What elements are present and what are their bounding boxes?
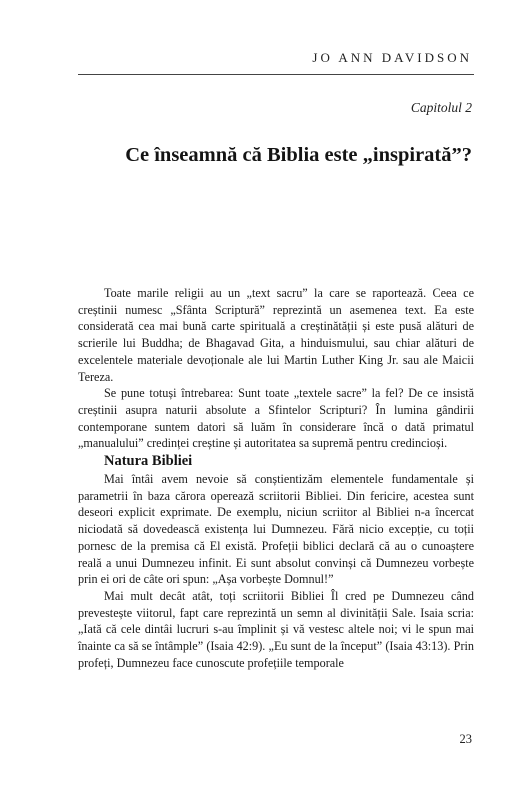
- paragraph: Mai întâi avem nevoie să conștientizăm elementele fundamentale și parametrii în baza cărora operează scriitorii Bibliei. Din fericire, acestea sunt deseori explicit exprimate. De exemplu, niciun scriitor al Bibliei n-a încercat niciodată să dovedească existența lui Dumnezeu. Fără nicio excepție, cu toții pornesc de la premisa că El există. Profeții biblici declară că au o cunoaștere reală a unui Dumnezeu infinit. Ei sunt absolut convinși că Dumnezeu vorbește prin ei ori de câte ori spun: „Așa vorbește Domnul!”: [78, 472, 474, 587]
- paragraph: Se pune totuși întrebarea: Sunt toate „textele sacre” la fel? De ce insistă creștinii asupra naturii absolute a Sfintelor Scripturi? În lumina gândirii contemporane suntem datori să luăm în considerare încă o dată primatul „manualului” credinței creștine și autoritatea sa supremă pentru credincioși.: [78, 386, 474, 451]
- chapter-title: Ce înseamnă că Biblia este „inspirată”?: [125, 144, 472, 166]
- page-number: 23: [459, 732, 472, 746]
- paragraph: Mai mult decât atât, toți scriitorii Bibliei Îl cred pe Dumnezeu când prevestește viitorul, fapt care reprezintă un semn al divinității Sale. Isaia scria: „Iată că cele dintâi lucruri s-au împlinit și vă vestesc altele noi; vi le spun mai înainte ca să se întâmple” (Isaia 42:9). „Eu sunt de la început” (Isaia 43:13). Prin profeți, Dumnezeu face cunoscute profețiile temporale: [78, 588, 474, 670]
- chapter-label: Capitolul 2: [410, 100, 472, 115]
- running-head: JO ANN DAVIDSON: [312, 50, 472, 65]
- header-rule: [78, 74, 474, 75]
- section-heading: Natura Bibliei: [104, 453, 193, 470]
- body-text: [78, 285, 474, 671]
- paragraph: Toate marile religii au un „text sacru” la care se raportează. Ceea ce creștinii numesc „Sfânta Scriptură” reprezintă un asemenea text. Ea este considerată cea mai bună carte spirituală a creștinătății și este pusă alături de scrierile lui Buddha; de Bhagavad Gita, a hinduismului, sau chiar alături de excelentele materiale devoționale ale lui Martin Luther King Jr. sau ale Maicii Tereza.: [78, 286, 474, 384]
